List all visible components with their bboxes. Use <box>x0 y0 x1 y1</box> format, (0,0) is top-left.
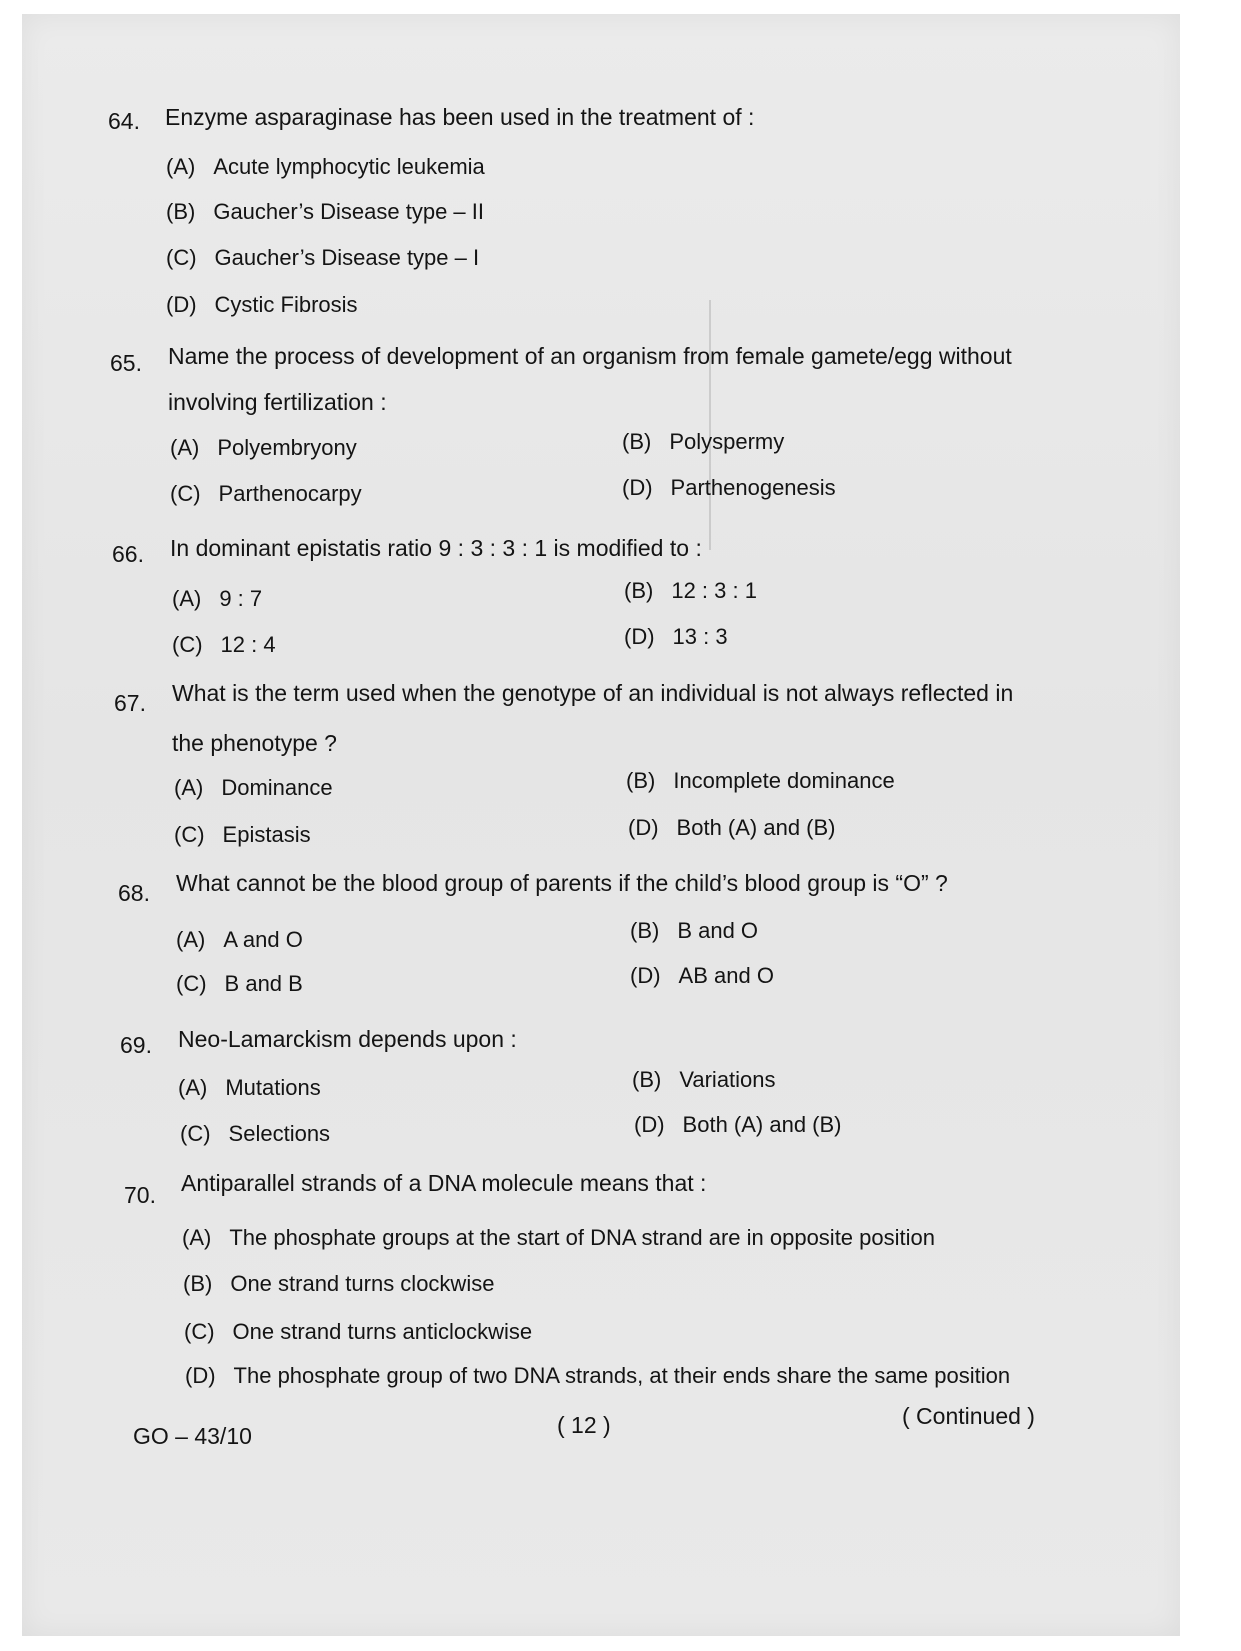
option-text: Polyembryony <box>217 435 357 460</box>
question-67-text: What is the term used when the genotype of an individual is not always reflected in <box>172 680 1014 706</box>
option-label: (B) <box>624 578 654 603</box>
option-label: (D) <box>630 963 661 988</box>
option-label: (C) <box>180 1121 211 1146</box>
show-through-rule <box>709 300 711 550</box>
question-67-option-c <box>174 822 311 848</box>
question-64-option-b <box>166 199 484 225</box>
option-label: (B) <box>166 199 196 224</box>
option-text: Polyspermy <box>669 429 785 454</box>
option-text: Both (A) and (B) <box>682 1112 842 1137</box>
question-67-number: 67. <box>114 690 146 716</box>
question-70-text: Antiparallel strands of a DNA molecule means that : <box>181 1170 707 1196</box>
question-67-option-d <box>628 815 836 841</box>
option-text: Selections <box>228 1121 331 1146</box>
option-label: (C) <box>176 971 207 996</box>
option-label: (B) <box>622 429 652 454</box>
option-text: Incomplete dominance <box>673 768 895 793</box>
page-number: ( 12 ) <box>557 1412 611 1438</box>
question-68-option-d <box>630 963 774 989</box>
question-68-option-b <box>630 918 758 944</box>
option-text: Cystic Fibrosis <box>214 292 358 317</box>
option-text: One strand turns clockwise <box>230 1271 495 1296</box>
option-label: (A) <box>178 1075 208 1100</box>
option-text: 12 : 4 <box>220 632 276 657</box>
option-label: (A) <box>166 154 196 179</box>
option-label: (C) <box>170 481 201 506</box>
question-69-option-c <box>180 1121 330 1147</box>
question-66-number: 66. <box>112 541 144 567</box>
option-text: The phosphate group of two DNA strands, at their ends share the same position <box>233 1363 1011 1388</box>
continued-note: ( Continued ) <box>902 1403 1035 1429</box>
option-label: (D) <box>185 1363 216 1388</box>
option-text: A and O <box>223 927 303 952</box>
option-label: (C) <box>184 1319 215 1344</box>
question-65-option-b <box>622 429 784 455</box>
question-65-text: Name the process of development of an organism from female gamete/egg without <box>168 343 1012 369</box>
question-65-option-a <box>170 435 357 461</box>
question-68-text: What cannot be the blood group of parents if the child’s blood group is “O” ? <box>176 870 948 896</box>
question-70-option-b <box>183 1271 494 1297</box>
question-67-text-line2: the phenotype ? <box>172 730 337 756</box>
question-67-option-b <box>626 768 895 794</box>
option-label: (D) <box>624 624 655 649</box>
question-67-option-a <box>174 775 333 801</box>
option-label: (B) <box>632 1067 662 1092</box>
option-label: (D) <box>166 292 197 317</box>
option-label: (D) <box>634 1112 665 1137</box>
option-label: (A) <box>182 1225 212 1250</box>
option-text: Acute lymphocytic leukemia <box>213 154 485 179</box>
option-label: (B) <box>630 918 660 943</box>
question-64-text: Enzyme asparaginase has been used in the treatment of : <box>165 104 755 130</box>
question-69-option-b <box>632 1067 776 1093</box>
option-label: (D) <box>622 475 653 500</box>
question-64-option-a <box>166 154 485 180</box>
question-65-option-c <box>170 481 362 507</box>
paper-code: GO – 43/10 <box>133 1423 252 1449</box>
question-65-number: 65. <box>110 350 142 376</box>
question-69-option-d <box>634 1112 842 1138</box>
question-66-option-b <box>624 578 757 604</box>
question-66-option-c <box>172 632 276 658</box>
option-text: Parthenogenesis <box>670 475 836 500</box>
question-70-option-a <box>182 1225 935 1251</box>
option-label: (C) <box>172 632 203 657</box>
question-64-option-d <box>166 292 358 318</box>
option-text: Gaucher’s Disease type – II <box>213 199 484 224</box>
option-text: AB and O <box>678 963 774 988</box>
option-text: Variations <box>679 1067 776 1092</box>
option-text: B and O <box>677 918 759 943</box>
option-label: (A) <box>172 586 202 611</box>
question-65-option-d <box>622 475 836 501</box>
question-68-number: 68. <box>118 880 150 906</box>
question-65-text-line2: involving fertilization : <box>168 389 387 415</box>
option-label: (B) <box>183 1271 213 1296</box>
question-68-option-c <box>176 971 303 997</box>
option-text: Dominance <box>221 775 333 800</box>
question-66-option-d <box>624 624 728 650</box>
option-text: Gaucher’s Disease type – I <box>214 245 480 270</box>
question-64-number: 64. <box>108 108 140 134</box>
option-text: The phosphate groups at the start of DNA strand are in opposite position <box>229 1225 935 1250</box>
option-text: Mutations <box>225 1075 321 1100</box>
question-70-option-d <box>185 1363 1010 1389</box>
option-text: 12 : 3 : 1 <box>671 578 757 603</box>
option-label: (A) <box>174 775 204 800</box>
option-text: Both (A) and (B) <box>676 815 836 840</box>
question-68-option-a <box>176 927 303 953</box>
question-69-text: Neo-Lamarckism depends upon : <box>178 1026 517 1052</box>
option-text: Parthenocarpy <box>218 481 362 506</box>
question-70-number: 70. <box>124 1182 156 1208</box>
option-label: (A) <box>170 435 200 460</box>
option-label: (C) <box>174 822 205 847</box>
question-66-text: In dominant epistatis ratio 9 : 3 : 3 : 1 is modified to : <box>170 535 702 561</box>
option-label: (A) <box>176 927 206 952</box>
option-text: 13 : 3 <box>672 624 728 649</box>
option-text: One strand turns anticlockwise <box>232 1319 533 1344</box>
option-text: B and B <box>224 971 303 996</box>
option-label: (B) <box>626 768 656 793</box>
question-69-option-a <box>178 1075 321 1101</box>
question-64-option-c <box>166 245 479 271</box>
option-label: (D) <box>628 815 659 840</box>
question-66-option-a <box>172 586 262 612</box>
option-text: 9 : 7 <box>219 586 263 611</box>
question-70-option-c <box>184 1319 532 1345</box>
option-text: Epistasis <box>222 822 311 847</box>
question-69-number: 69. <box>120 1032 152 1058</box>
option-label: (C) <box>166 245 197 270</box>
